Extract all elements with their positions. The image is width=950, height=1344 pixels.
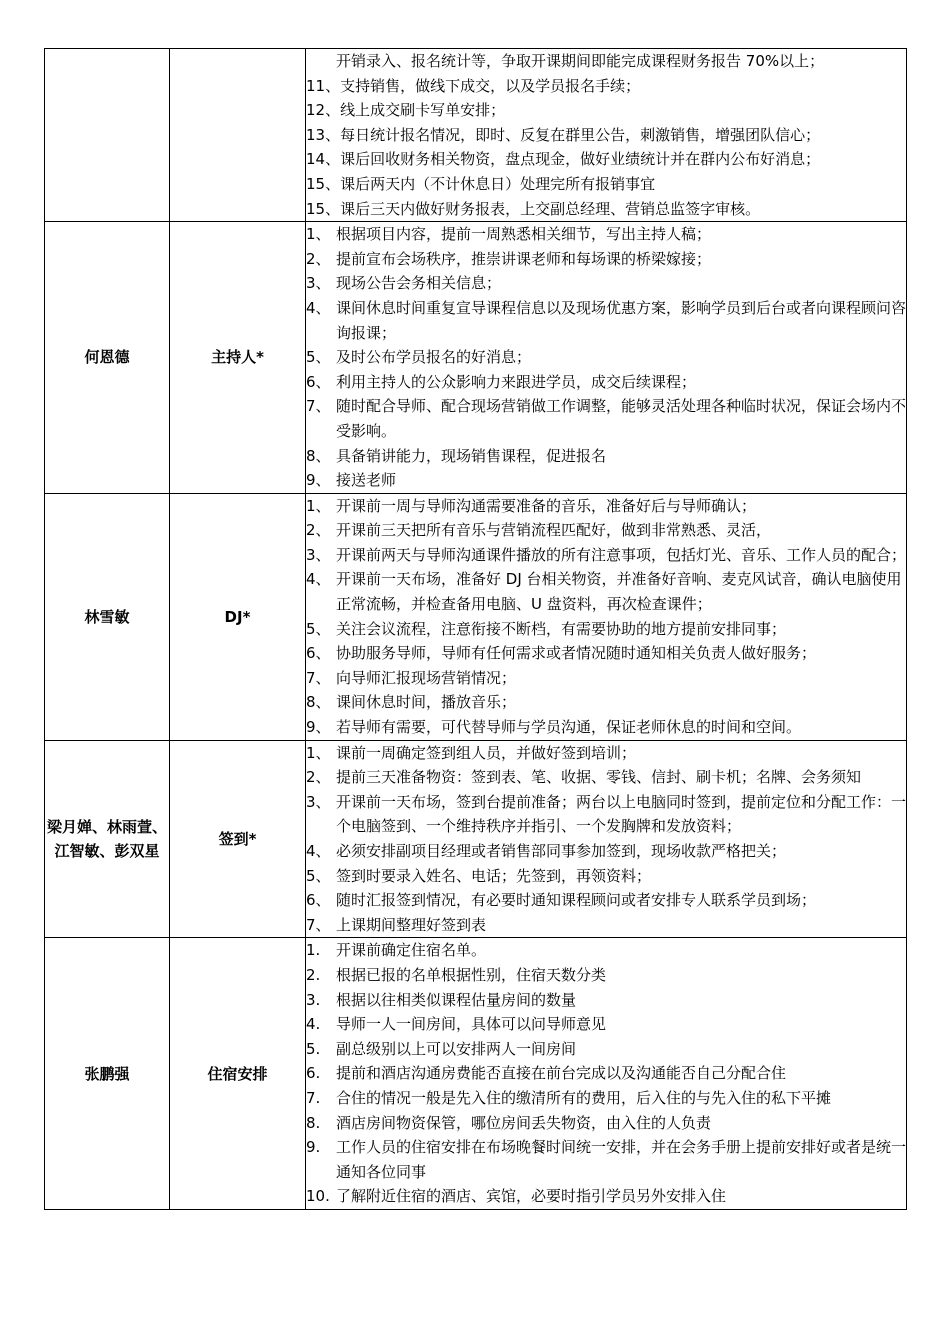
task-text: 根据以往相类似课程估量房间的数量 (336, 990, 577, 1009)
task-number: 8. (306, 1113, 321, 1132)
task-number: 8、 (306, 693, 331, 712)
table-row (45, 222, 907, 494)
task-item (306, 617, 906, 642)
task-item (306, 394, 906, 443)
task-item (306, 913, 906, 938)
task-number: 6、 (306, 891, 331, 910)
task-item (306, 296, 906, 345)
task-item (306, 247, 906, 272)
table-row (45, 49, 907, 222)
table-row (45, 938, 907, 1210)
task-text: 关注会议流程，注意衔接不断档，有需要协助的地方提前安排同事； (336, 619, 787, 638)
task-number: 4、 (306, 570, 331, 589)
task-number: 1、 (306, 743, 331, 762)
task-text: 每日统计报名情况，即时、反复在群里公告，刺激销售，增强团队信心； (340, 125, 821, 144)
task-number: 15、 (306, 174, 341, 193)
task-item (306, 345, 906, 370)
task-number: 7、 (306, 397, 331, 416)
role-cell: 签到* (170, 740, 306, 938)
task-number: 3. (306, 990, 321, 1009)
task-text: 提前三天准备物资：签到表、笔、收据、零钱、信封、刷卡机；名牌、会务须知 (336, 768, 862, 787)
task-text: 开课前一天布场，签到台提前准备；两台以上电脑同时签到，提前定位和分配工作：一个电脑签到、一个维持秩序并指引、一个发胸牌和发放资料； (336, 792, 907, 836)
role-cell: DJ* (170, 493, 306, 740)
task-item (306, 741, 906, 766)
task-item (306, 567, 906, 616)
task-number: 6、 (306, 644, 331, 663)
task-number: 4、 (306, 298, 331, 317)
task-text: 利用主持人的公众影响力来跟进学员，成交后续课程； (336, 372, 697, 391)
task-item (306, 690, 906, 715)
task-text: 根据项目内容，提前一周熟悉相关细节，写出主持人稿； (336, 225, 712, 244)
task-text: 副总级别以上可以安排两人一间房间 (336, 1039, 577, 1058)
task-text: 课后三天内做好财务报表，上交副总经理、营销总监签字审核。 (340, 199, 761, 218)
task-item (306, 1086, 906, 1111)
task-text: 合住的情况一般是先入住的缴清所有的费用，后入住的与先入住的私下平摊 (336, 1088, 832, 1107)
task-item (306, 147, 906, 172)
task-number: 7、 (306, 668, 331, 687)
task-item (306, 468, 906, 493)
duty-table (44, 48, 907, 1210)
task-text: 课间休息时间，播放音乐； (336, 693, 517, 712)
task-list (306, 49, 907, 222)
staff-name-cell: 何恩德 (45, 222, 170, 494)
staff-name-cell (45, 49, 170, 222)
task-item (306, 1061, 906, 1086)
task-number: 5、 (306, 619, 331, 638)
task-number: 7. (306, 1088, 321, 1107)
task-number: 1. (306, 941, 321, 960)
task-number: 2、 (306, 521, 331, 540)
task-list (306, 938, 907, 1210)
task-text: 开课前一周与导师沟通需要准备的音乐，准备好后与导师确认； (336, 496, 757, 515)
task-list (306, 222, 907, 494)
task-text: 签到时要录入姓名、电话；先签到，再领资料； (336, 866, 652, 885)
task-text: 提前和酒店沟通房费能否直接在前台完成以及沟通能否自己分配合住 (336, 1064, 787, 1083)
task-text: 协助服务导师，导师有任何需求或者情况随时通知相关负责人做好服务； (336, 644, 817, 663)
task-item (306, 1012, 906, 1037)
task-item (306, 666, 906, 691)
task-number: 8、 (306, 446, 331, 465)
task-item (306, 1111, 906, 1136)
task-text: 及时公布学员报名的好消息； (336, 348, 532, 367)
staff-name-cell: 梁月婵、林雨萱、江智敏、彭双星 (45, 740, 170, 938)
task-item (306, 1184, 906, 1209)
task-item (306, 98, 906, 123)
task-text: 提前宣布会场秩序，推崇讲课老师和每场课的桥梁嫁接； (336, 249, 712, 268)
task-text: 向导师汇报现场营销情况； (336, 668, 517, 687)
task-number: 4、 (306, 842, 331, 860)
task-item (306, 74, 906, 99)
task-number: 11、 (306, 76, 341, 95)
task-text: 具备销讲能力，现场销售课程，促进报名 (336, 446, 607, 465)
task-number: 6、 (306, 372, 331, 391)
task-item (306, 641, 906, 666)
task-item (306, 123, 906, 148)
task-text: 上课期间整理好签到表 (336, 915, 487, 934)
task-number: 5、 (306, 866, 331, 885)
task-text: 现场公告会务相关信息； (336, 274, 502, 293)
task-text: 导师一人一间房间，具体可以问导师意见 (336, 1015, 607, 1034)
task-item (306, 370, 906, 395)
task-item (306, 864, 906, 889)
task-text: 必须安排副项目经理或者销售部同事参加签到，现场收款严格把关； (336, 842, 787, 860)
task-text: 课间休息时间重复宣导课程信息以及现场优惠方案，影响学员到后台或者向课程顾问咨询报课； (336, 298, 907, 342)
task-number: 2、 (306, 249, 331, 268)
task-number: 12、 (306, 101, 341, 120)
task-item (306, 1135, 906, 1184)
task-number: 5. (306, 1039, 321, 1058)
task-text: 课后两天内（不计休息日）处理完所有报销事宜 (340, 174, 656, 193)
task-item (306, 518, 906, 543)
task-item (306, 222, 906, 247)
task-text: 接送老师 (336, 471, 397, 490)
task-number: 14、 (306, 150, 341, 169)
task-item (306, 1037, 906, 1062)
task-text: 了解附近住宿的酒店、宾馆，必要时指引学员另外安排入住 (336, 1187, 727, 1206)
task-text: 根据已报的名单根据性别，住宿天数分类 (336, 965, 607, 984)
task-number: 15、 (306, 199, 341, 218)
task-text: 若导师有需要，可代替导师与学员沟通，保证老师休息的时间和空间。 (336, 718, 802, 737)
task-number: 10. (306, 1187, 330, 1206)
table-row (45, 493, 907, 740)
task-number: 6. (306, 1064, 321, 1083)
task-number: 1、 (306, 496, 331, 515)
task-text: 课前一周确定签到组人员，并做好签到培训； (336, 743, 637, 762)
task-number: 3、 (306, 545, 331, 564)
role-cell: 主持人* (170, 222, 306, 494)
task-item (306, 271, 906, 296)
task-text: 开课前一天布场，准备好 DJ 台相关物资，并准备好音响、麦克风试音，确认电脑使用正常流畅，并检查备用电脑、U 盘资料，再次检查课件； (336, 570, 902, 614)
task-text: 支持销售，做线下成交，以及学员报名手续； (340, 76, 641, 95)
task-number: 1、 (306, 225, 331, 244)
task-item (306, 888, 906, 913)
task-item (306, 543, 906, 568)
task-number: 7、 (306, 915, 331, 934)
task-number: 2. (306, 965, 321, 984)
task-item (306, 988, 906, 1013)
table-row (45, 740, 907, 938)
task-item (306, 444, 906, 469)
task-number: 9. (306, 1138, 321, 1157)
task-item (306, 765, 906, 790)
task-text: 开课前三天把所有音乐与营销流程匹配好，做到非常熟悉、灵活， (336, 521, 772, 540)
task-number: 3、 (306, 274, 331, 293)
task-number: 4. (306, 1015, 321, 1034)
staff-name-cell: 张鹏强 (45, 938, 170, 1210)
task-text: 随时配合导师、配合现场营销做工作调整，能够灵活处理各种临时状况，保证会场内不受影响。 (336, 397, 907, 440)
task-item (306, 715, 906, 740)
task-item (306, 197, 906, 222)
task-item (306, 839, 906, 864)
task-number: 5、 (306, 348, 331, 367)
task-list (306, 493, 907, 740)
task-item (306, 963, 906, 988)
task-text: 课后回收财务相关物资，盘点现金，做好业绩统计并在群内公布好消息； (340, 150, 821, 169)
task-text: 工作人员的住宿安排在布场晚餐时间统一安排，并在会务手册上提前安排好或者是统一通知各位同事 (336, 1138, 907, 1181)
task-item (306, 49, 906, 74)
task-list (306, 740, 907, 938)
task-text: 开销录入、报名统计等，争取开课期间即能完成课程财务报告 70%以上； (336, 52, 825, 70)
role-cell (170, 49, 306, 222)
task-text: 随时汇报签到情况，有必要时通知课程顾问或者安排专人联系学员到场； (336, 891, 817, 910)
task-number: 9、 (306, 718, 331, 737)
staff-name-cell: 林雪敏 (45, 493, 170, 740)
task-number: 2、 (306, 768, 331, 787)
task-number: 3、 (306, 792, 331, 811)
role-cell: 住宿安排 (170, 938, 306, 1210)
task-text: 线上成交刷卡写单安排； (340, 101, 506, 120)
task-number: 9、 (306, 471, 331, 490)
task-text: 开课前确定住宿名单。 (336, 941, 487, 960)
task-text: 酒店房间物资保管，哪位房间丢失物资，由入住的人负责 (336, 1113, 712, 1132)
task-item (306, 790, 906, 839)
task-item (306, 938, 906, 963)
task-item (306, 172, 906, 197)
task-item (306, 494, 906, 519)
task-number: 13、 (306, 125, 341, 144)
task-text: 开课前两天与导师沟通课件播放的所有注意事项，包括灯光、音乐、工作人员的配合； (336, 545, 907, 564)
